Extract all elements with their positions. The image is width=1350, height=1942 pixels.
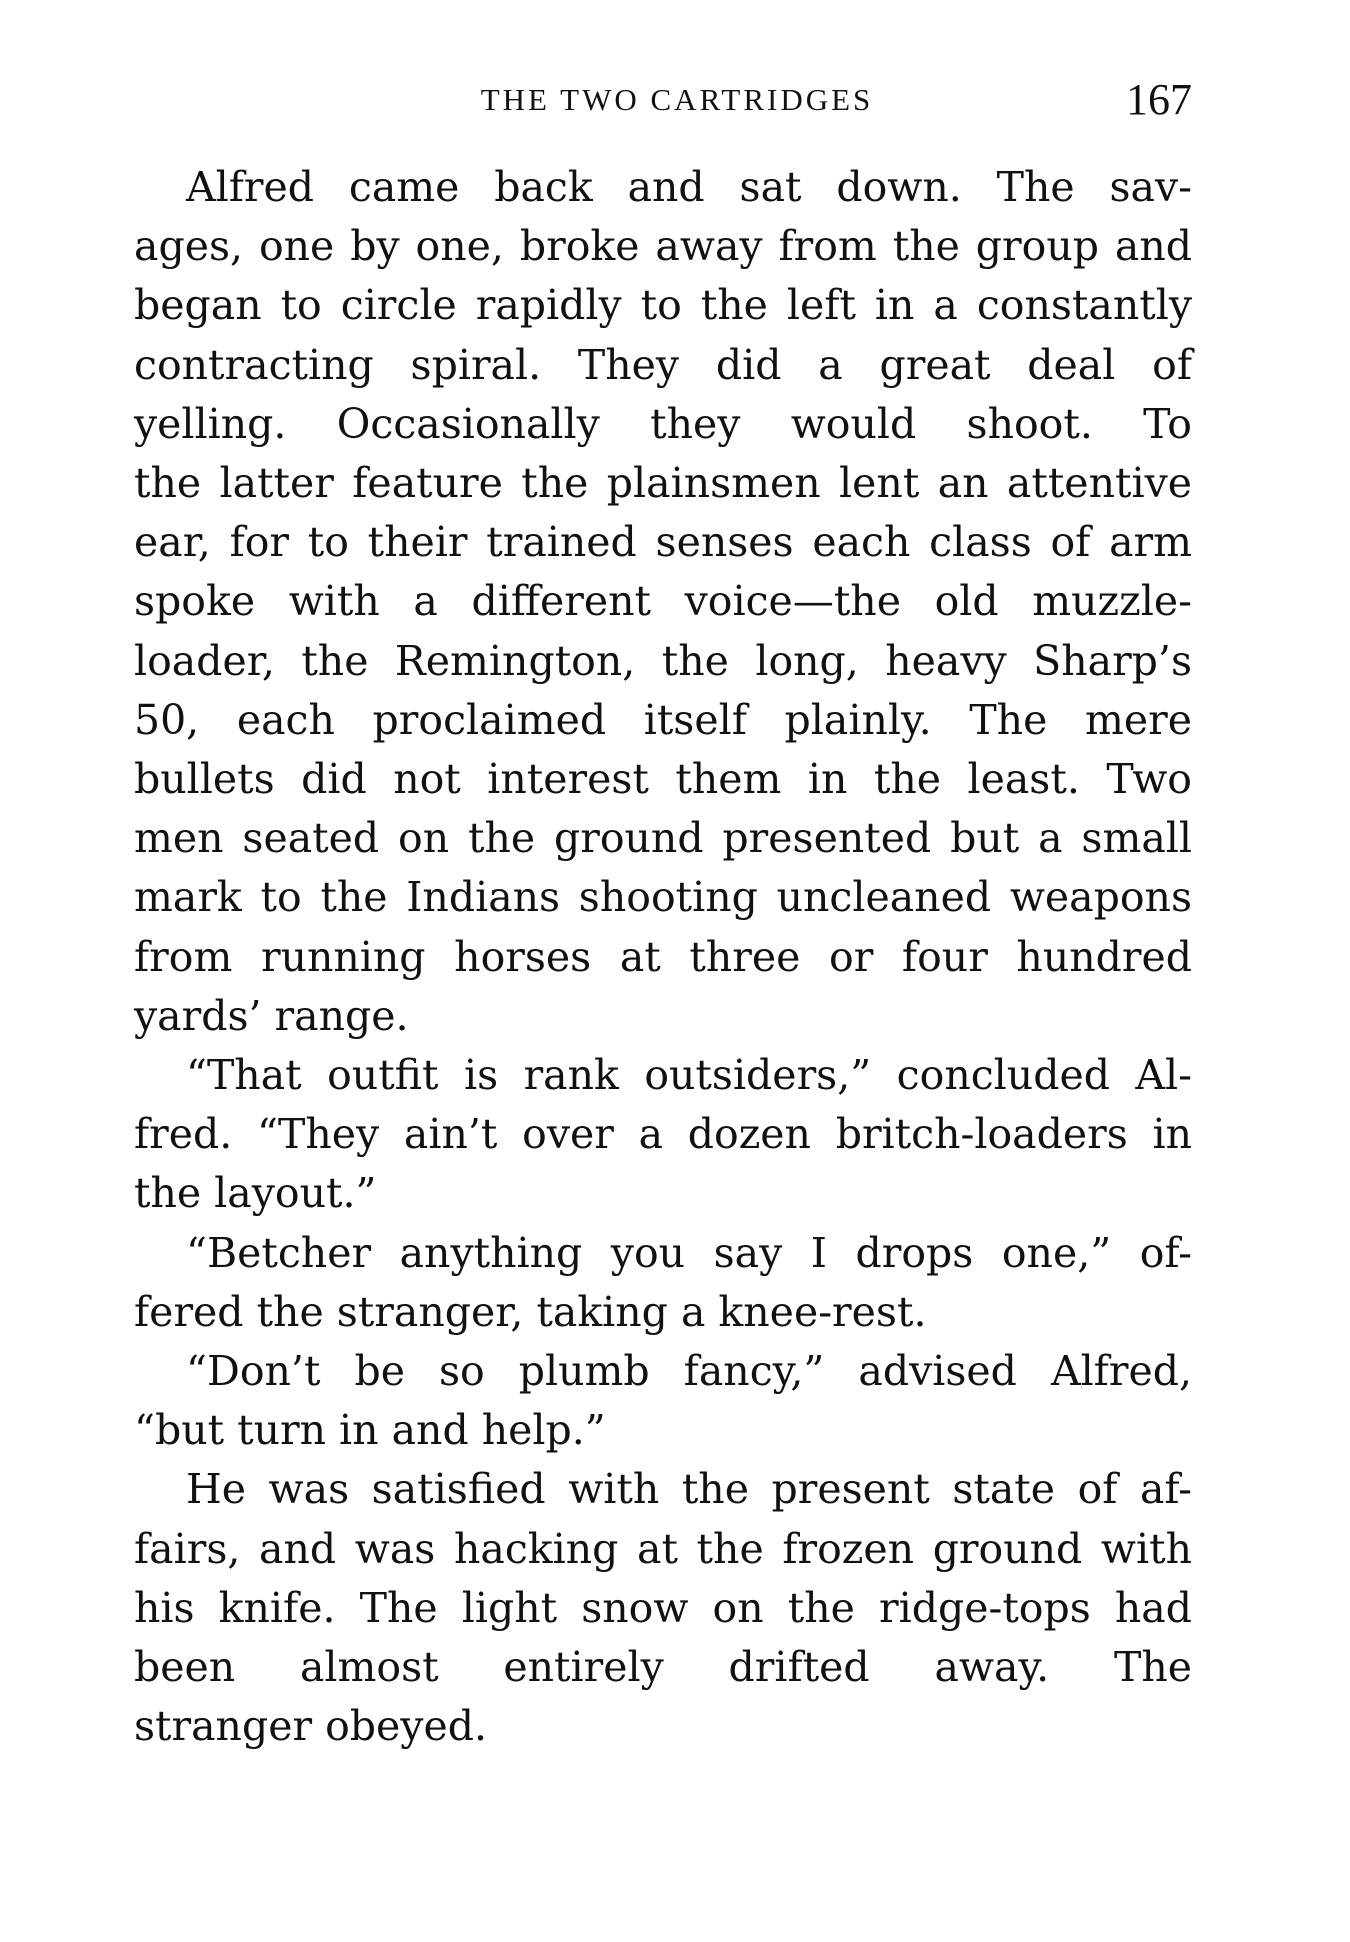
- text-line: “That outfit is rank outsiders,” concluded Al-: [186, 1051, 1192, 1100]
- text-line: contracting spiral. They did a great deal of: [134, 340, 1192, 389]
- text-line: Alfred came back and sat down. The sav-: [186, 163, 1192, 211]
- text-line: the layout.”: [134, 1169, 377, 1218]
- text-line: He was satisfied with the present state of af-: [186, 1465, 1192, 1514]
- text-line: from running horses at three or four hundred: [134, 932, 1192, 981]
- text-line: began to circle rapidly to the left in a constantly: [134, 281, 1192, 330]
- running-title: THE TWO CARTRIDGES: [480, 82, 874, 117]
- page-number: 167: [1126, 75, 1192, 124]
- text-line: “Don’t be so plumb fancy,” advised Alfred,: [186, 1347, 1192, 1396]
- paragraph: [134, 1224, 1192, 1342]
- text-line: stranger obeyed.: [134, 1702, 488, 1751]
- text-line: fred. “They ain’t over a dozen britch-loaders in: [134, 1110, 1192, 1159]
- text-line: men seated on the ground presented but a small: [134, 814, 1192, 863]
- paragraph: [134, 158, 1192, 1046]
- text-line: his knife. The light snow on the ridge-tops had: [134, 1583, 1192, 1632]
- paragraph: [134, 1460, 1192, 1756]
- text-line: loader, the Remington, the long, heavy Sharp’s: [134, 636, 1192, 685]
- text-line: yelling. Occasionally they would shoot. To: [134, 399, 1192, 448]
- text-line: fered the stranger, taking a knee-rest.: [134, 1287, 927, 1336]
- text-line: bullets did not interest them in the least. Two: [134, 755, 1192, 804]
- paragraph: [134, 1342, 1192, 1460]
- text-line: ages, one by one, broke away from the group and: [134, 222, 1192, 271]
- text-line: the latter feature the plainsmen lent an attentive: [134, 459, 1192, 508]
- text-line: mark to the Indians shooting uncleaned weapons: [134, 873, 1192, 922]
- paragraph: [134, 1046, 1192, 1224]
- text-line: “but turn in and help.”: [134, 1406, 606, 1455]
- text-line: been almost entirely drifted away. The: [134, 1643, 1192, 1692]
- text-line: 50, each proclaimed itself plainly. The mere: [134, 695, 1192, 744]
- text-line: fairs, and was hacking at the frozen ground with: [134, 1524, 1192, 1573]
- text-line: ear, for to their trained senses each class of arm: [134, 518, 1192, 567]
- text-line: spoke with a different voice—the old muzzle-: [134, 577, 1192, 626]
- text-line: “Betcher anything you say I drops one,” of-: [186, 1228, 1192, 1277]
- text-line: yards’ range.: [134, 991, 409, 1040]
- body-text: [134, 158, 1192, 1756]
- running-head: [134, 75, 1192, 128]
